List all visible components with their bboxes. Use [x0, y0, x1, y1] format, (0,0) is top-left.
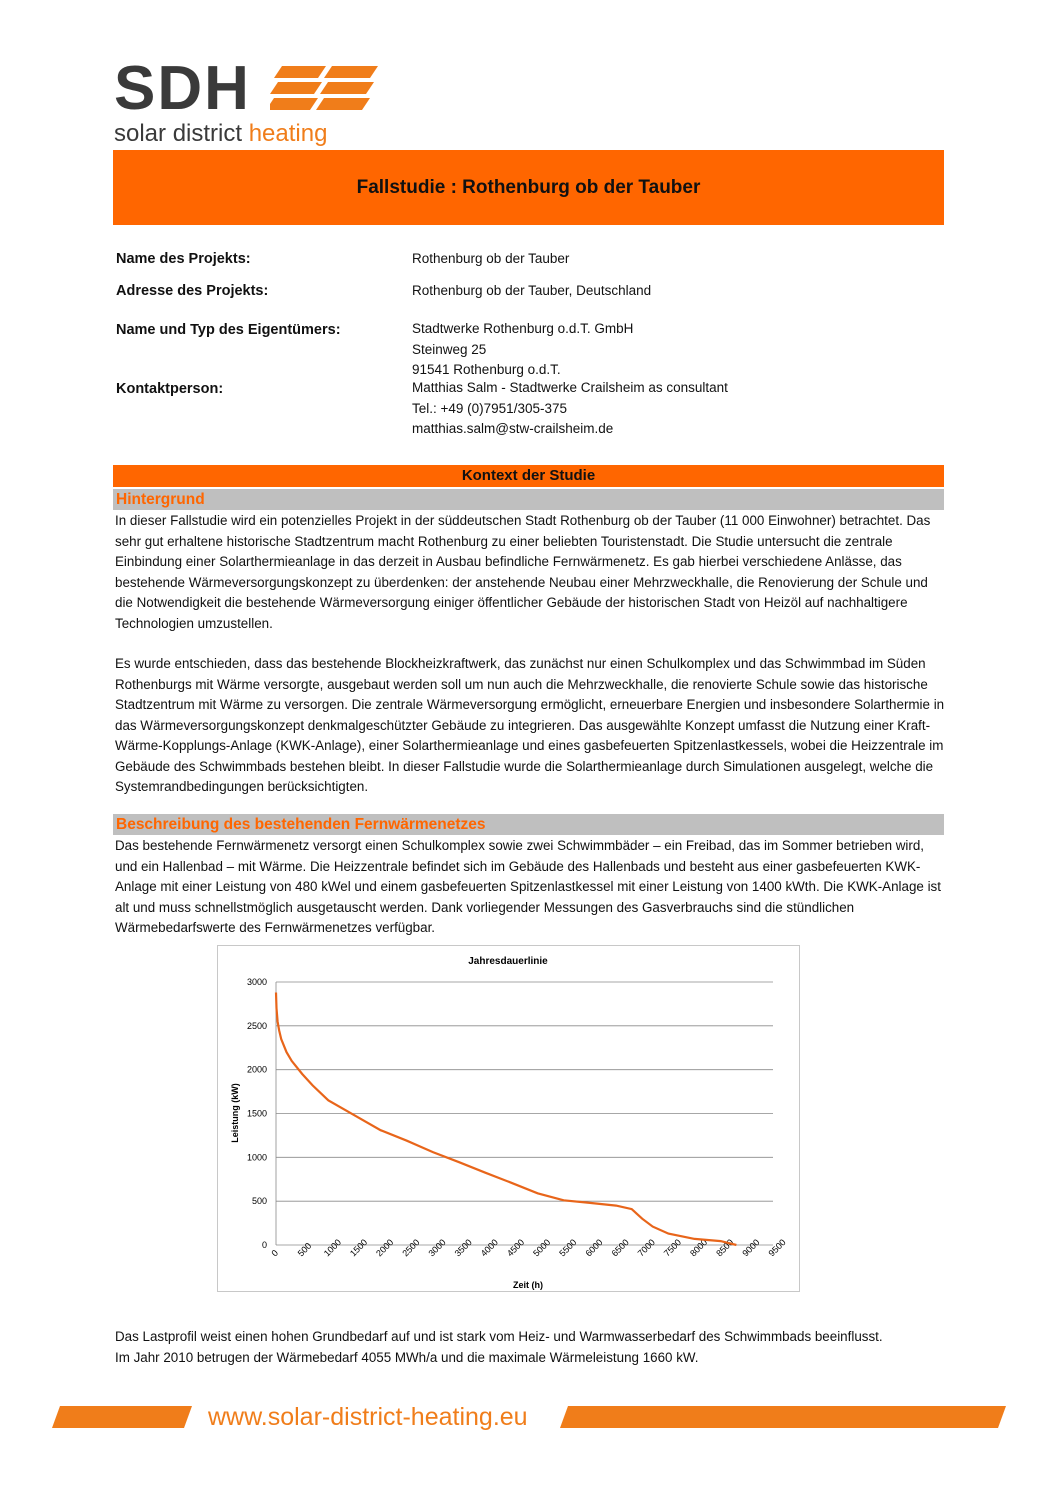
x-tick-label: 4500	[504, 1237, 527, 1259]
contact-email: matthias.salm@stw-crailsheim.de	[412, 421, 614, 436]
logo-subtitle: solar district heating	[114, 120, 328, 147]
contact-label: Kontaktperson:	[116, 381, 224, 397]
series-line	[276, 993, 736, 1246]
logo-stripe	[274, 66, 326, 78]
logo-stripe	[316, 98, 370, 110]
owner-line: 91541 Rothenburg o.d.T.	[412, 362, 561, 377]
owner-label: Name und Typ des Eigentümers:	[116, 322, 341, 338]
contact-line: Matthias Salm - Stadtwerke Crailsheim as consultant	[412, 380, 728, 395]
y-tick-label: 1000	[246, 1152, 267, 1163]
y-tick-label: 2500	[246, 1020, 267, 1031]
project-name-label: Name des Projekts:	[116, 251, 251, 267]
x-tick-label: 3000	[426, 1237, 448, 1259]
x-tick-label: 6000	[583, 1237, 605, 1259]
owner-line: Steinweg 25	[412, 341, 487, 357]
background-heading: Hintergrund	[113, 489, 944, 510]
x-tick-label: 2500	[400, 1237, 422, 1259]
x-axis-label: Zeit (h)	[513, 1280, 543, 1290]
chart-container	[217, 945, 800, 1292]
footer-url[interactable]: www.solar-district-heating.eu	[208, 1403, 528, 1431]
page-title: Fallstudie : Rothenburg ob der Tauber	[356, 176, 701, 198]
logo-stripe	[270, 98, 318, 110]
y-tick-label: 1500	[246, 1108, 267, 1119]
x-tick-label: 9000	[740, 1237, 762, 1259]
address-value: Rothenburg ob der Tauber, Deutschland	[412, 283, 652, 298]
x-tick-label: 4000	[478, 1237, 501, 1259]
network-heading: Beschreibung des bestehenden Fernwärmenetzes	[113, 814, 944, 835]
title-bar	[113, 150, 944, 225]
address-label: Adresse des Projekts:	[116, 283, 269, 299]
y-tick-label: 2000	[246, 1064, 267, 1075]
x-tick-label: 5000	[531, 1237, 553, 1259]
x-tick-label: 1000	[321, 1237, 344, 1259]
owner-line: Stadtwerke Rothenburg o.d.T. GmbH	[412, 321, 634, 336]
logo-stripe	[270, 82, 322, 94]
load-profile-text	[115, 1327, 945, 1368]
x-tick-label: 8500	[714, 1237, 736, 1259]
footer-bar-right	[560, 1406, 1006, 1428]
logo-sdh: SDH	[114, 54, 251, 123]
x-tick-label: 7000	[635, 1237, 657, 1259]
context-heading: Kontext der Studie	[113, 465, 944, 487]
y-tick-label: 500	[251, 1196, 267, 1207]
background-paragraph: In dieser Fallstudie wird ein potenzielles Projekt in der süddeutschen Stadt Rothenburg ob der Tauber (11 000 Einwohner) betrachtet. Das sehr gut erhaltene historische Stadtzentrum macht Rothenburg zu einer beliebten Touristenstadt. Die Studie untersucht die zentrale Einbindung einer Solarthermieanlage in das derzeit in Ausbau befindliche Fernwärmenetz. Es gab hierbei verschiedene Anlässe, das bestehende Wärmeversorgungskonzept zu überdenken: der anstehende Neubau einer Mehrzweckhalle, die Renovierung der Schule und die Notwendigkeit die bestehende Wärmeversorgung einiger öffentlicher Gebäude der historischen Stadt von Heizöl auf nachhaltigere Technologien umzustellen.	[115, 513, 931, 631]
x-tick-label: 8000	[688, 1237, 710, 1259]
x-tick-label: 1500	[347, 1237, 370, 1259]
footer-bar-left	[52, 1406, 192, 1428]
x-tick-label: 3500	[452, 1237, 474, 1259]
logo-stripes	[270, 66, 382, 112]
x-tick-label: 7500	[661, 1237, 684, 1259]
logo-stripe	[324, 66, 378, 78]
logo-stripe	[320, 82, 374, 94]
background-text	[115, 511, 945, 798]
x-tick-label: 0	[269, 1247, 281, 1259]
project-name-value: Rothenburg ob der Tauber	[412, 251, 570, 266]
load-profile-line: Im Jahr 2010 betrugen der Wärmebedarf 4055 MWh/a und die maximale Wärmeleistung 1660 kW.	[115, 1349, 699, 1365]
x-tick-label: 6500	[609, 1237, 631, 1259]
x-tick-label: 5500	[557, 1237, 579, 1259]
y-tick-label: 0	[261, 1240, 267, 1250]
chart-title: Jahresdauerlinie	[468, 956, 548, 967]
network-text: Das bestehende Fernwärmenetz versorgt einen Schulkomplex sowie zwei Schwimmbäder – ein Freibad, das im Sommer betrieben wird, und ein Hallenbad – mit Wärme. Die Heizzentrale befindet sich im Gebäude des Hallenbads und besteht aus einer gasbefeuerten KWK-Anlage mit einer Leistung von 480 kWel und einem gasbefeuerten Spitzenlastkessel mit einer Leistung von 1400 kWth. Die KWK-Anlage ist alt und muss schnellstmöglich ausgetauscht werden. Dank vorliegender Messungen des Gasverbrauchs sind die stündlichen Wärmebedarfswerte des Fernwärmenetzes verfügbar.	[115, 838, 941, 935]
y-axis-label: Leistung (kW)	[230, 1083, 240, 1143]
chart-jahresdauerlinie	[218, 946, 799, 1291]
x-tick-label: 2000	[374, 1237, 396, 1259]
owner-value	[412, 319, 633, 381]
contact-value	[412, 378, 728, 440]
contact-line: Tel.: +49 (0)7951/305-375	[412, 400, 567, 416]
load-profile-line: Das Lastprofil weist einen hohen Grundbedarf auf und ist stark vom Heiz- und Warmwasserbedarf des Schwimmbads beeinflusst.	[115, 1329, 883, 1344]
y-tick-label: 3000	[246, 977, 267, 987]
background-paragraph: Es wurde entschieden, dass das bestehende Blockheizkraftwerk, das zunächst nur einen Schulkomplex und das Schwimmbad im Süden Rothenburgs mit Wärme versorgte, ausgebaut werden soll um nun auch die Mehrzweckhalle, die renovierte Schule sowie das historische Stadtzentrum mit Wärme zu versorgen. Die zentrale Wärmeversorgung ermöglicht, erneuerbare Energien und insbesondere Solarthermie in das Wärmeversorgungskonzept denkmalgeschützter Gebäude zu integrieren. Das ausgewählte Konzept umfasst die Nutzung einer Kraft-Wärme-Kopplungs-Anlage (KWK-Anlage), einer Solarthermieanlage und eines gasbefeuerten Spitzenlastkessels, wobei die Heizzentrale im Gebäude des Schwimmbads bestehen bleibt. In dieser Fallstudie wurde die Solarthermieanlage durch Simulationen ausgelegt, welche die Systemrandbedingungen berücksichtigten.	[115, 656, 945, 794]
x-tick-label: 500	[295, 1240, 314, 1259]
x-tick-label: 9500	[766, 1237, 788, 1259]
